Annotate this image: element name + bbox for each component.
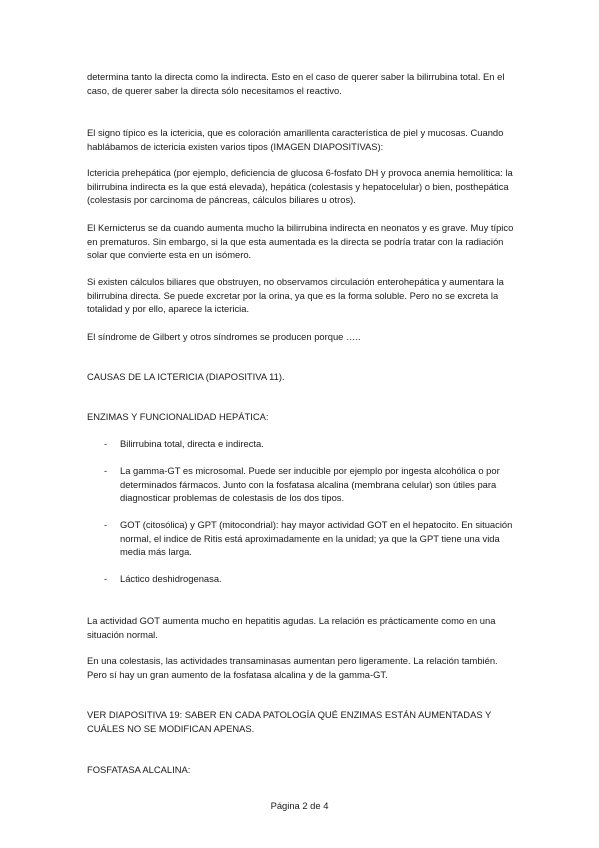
heading-enzimas: ENZIMAS Y FUNCIONALIDAD HEPÁTICA:: [87, 411, 269, 422]
list-item-text: Bilirrubina total, directa e indirecta.: [120, 438, 264, 449]
list-bullet: -: [104, 465, 108, 476]
list-item-text: GOT (citosólica) y GPT (mitocondrial): hay mayor actividad GOT en el hepatocito. En situación normal, el indice de Ritis está aproximadamente en la unidad; ya que la GPT tiene una vida media más larga.: [120, 519, 513, 558]
list-item-text: La gamma-GT es microsomal. Puede ser inducible por ejemplo por ingesta alcohólica o por determinados fármacos. Junto con la fosfatasa alcalina (membrana celular) son útiles para diagnosticar problemas de colestasis de los dos tipos.: [120, 465, 500, 504]
list-bullet: -: [104, 519, 108, 530]
list-bullet: -: [104, 438, 108, 449]
paragraph-bilirrubina-total: determina tanto la directa como la indirecta. Esto en el caso de querer saber la bilirrubina total. En el caso, de querer saber la directa sólo necesitamos el reactivo.: [87, 71, 505, 96]
list-item-text: Láctico deshidrogenasa.: [120, 573, 222, 584]
paragraph-kernicterus: El Kernicterus se da cuando aumenta mucho la bilirrubina indirecta en neonatos y es grave. Muy típico en prematuros. Sin embargo, si la que esta aumentada es la directa se podría tratar con la radiación solar que convierte esta en un isómero.: [87, 222, 514, 261]
heading-fosfatasa-alcalina: FOSFATASA ALCALINA:: [87, 764, 191, 775]
paragraph-signo-ictericia: El signo típico es la ictericia, que es coloración amarillenta característica de piel y mucosas. Cuando hablábamos de ictericia existen varios tipos (IMAGEN DIAPOSITIVAS):: [87, 127, 504, 152]
paragraph-tipos-ictericia: Ictericia prehepática (por ejemplo, deficiencia de glucosa 6-fosfato DH y provoca anemia hemolítica: la bilirrubina indirecta es la que está elevada), hepática (colestasis y hepatocelular) o bien, posthepática (colestasis por carcinoma de páncreas, cálculos biliares u otros).: [87, 167, 513, 206]
page-number-footer: Página 2 de 4: [270, 800, 329, 811]
paragraph-calculos-biliares: Si existen cálculos biliares que obstruyen, no observamos circulación enterohepática y aumentara la bilirrubina directa. Se puede excretar por la orina, ya que es la forma soluble. Pero no se excreta la totalidad y por ello, aparece la ictericia.: [87, 276, 504, 315]
paragraph-colestasis: En una colestasis, las actividades transaminasas aumentan pero ligeramente. La relación también. Pero sí hay un gran aumento de la fosfatasa alcalina y de la gamma-GT.: [87, 655, 498, 680]
heading-causas-ictericia: CAUSAS DE LA ICTERICIA (DIAPOSITIVA 11).: [87, 371, 285, 382]
paragraph-actividad-got: La actividad GOT aumenta mucho en hepatitis agudas. La relación es prácticamente como en una situación normal.: [87, 615, 496, 640]
paragraph-gilbert: El síndrome de Gilbert y otros síndromes se producen porque …..: [87, 331, 361, 342]
list-bullet: -: [104, 573, 108, 584]
heading-diapositiva-19: VER DIAPOSITIVA 19: SABER EN CADA PATOLOGÍA QUÉ ENZIMAS ESTÁN AUMENTADAS Y CUÁLES NO SE MODIFICAN APENAS.: [87, 709, 492, 734]
